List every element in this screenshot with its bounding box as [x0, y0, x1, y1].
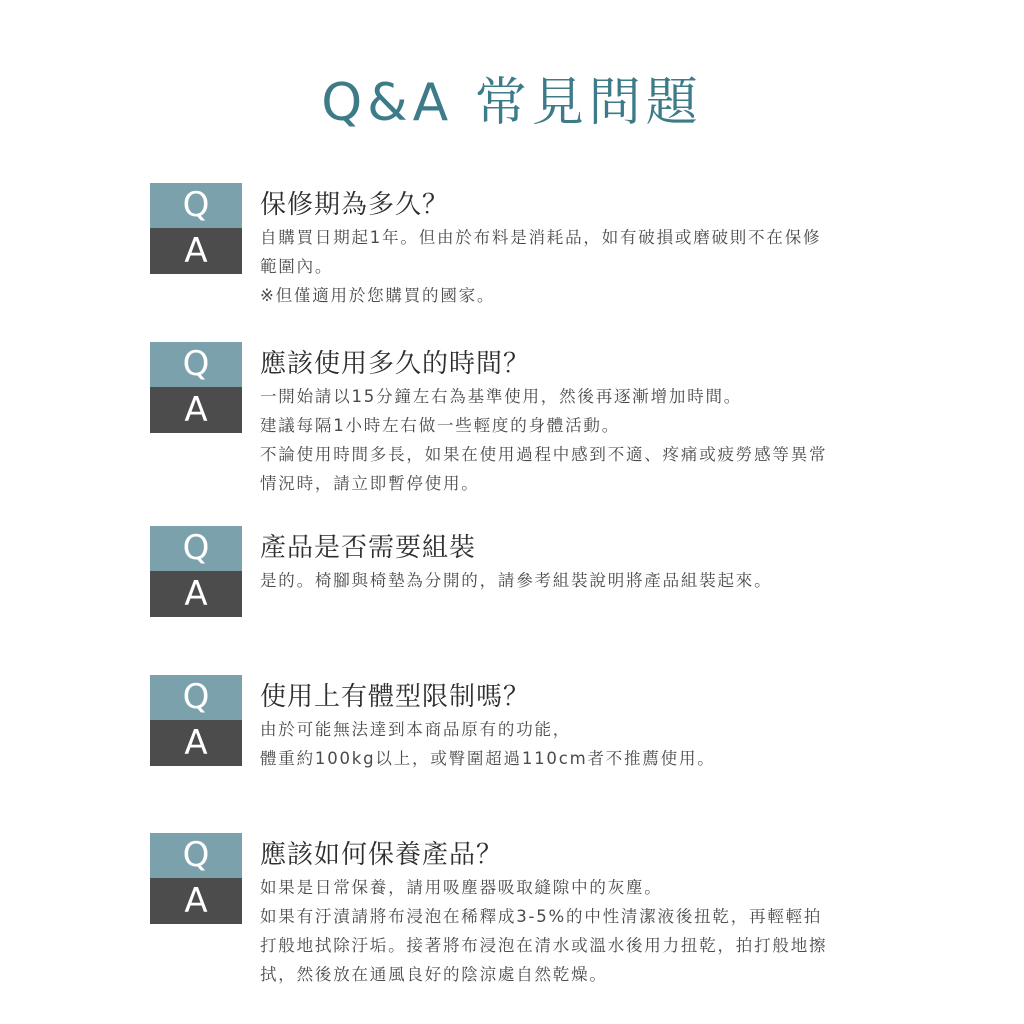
answer-line: 體重約100kg以上，或臀圍超過110cm者不推薦使用。 [260, 749, 716, 768]
q-badge: Q [150, 342, 242, 387]
qa-badge [150, 342, 242, 433]
answer-line: 如果有汙漬請將布浸泡在稀釋成3-5%的中性清潔液後扭乾，再輕輕拍 [260, 907, 823, 926]
faq-answer [260, 715, 900, 773]
q-badge: Q [150, 833, 242, 878]
qa-badge [150, 675, 242, 766]
faq-question: 應該使用多久的時間？ [260, 349, 531, 379]
answer-line: 不論使用時間多長，如果在使用過程中感到不適、疼痛或疲勞感等異常 [260, 445, 828, 464]
answer-line: 由於可能無法達到本商品原有的功能， [260, 720, 572, 739]
faq-question: 保修期為多久？ [260, 190, 450, 220]
answer-line: 如果是日常保養，請用吸塵器吸取縫隙中的灰塵。 [260, 878, 663, 897]
a-badge: A [150, 387, 242, 433]
answer-line: 打般地拭除汙垢。接著將布浸泡在清水或溫水後用力扭乾，拍打般地擦 [260, 936, 828, 955]
answer-line: 建議每隔1小時左右做一些輕度的身體活動。 [260, 416, 620, 435]
a-badge: A [150, 228, 242, 274]
qa-badge [150, 526, 242, 617]
faq-question: 應該如何保養產品？ [260, 840, 504, 870]
qa-badge [150, 833, 242, 924]
q-badge: Q [150, 675, 242, 720]
page-title: Q&A 常見問題 [321, 73, 703, 133]
faq-answer [260, 223, 900, 310]
answer-line: 自購買日期起1年。但由於布料是消耗品，如有破損或磨破則不在保修 [260, 228, 822, 247]
answer-line: 情況時，請立即暫停使用。 [260, 474, 480, 493]
answer-line: 範圍內。 [260, 257, 334, 276]
answer-line: 是的。椅腳與椅墊為分開的，請參考組裝說明將產品組裝起來。 [260, 571, 773, 590]
faq-question: 產品是否需要組裝 [260, 533, 477, 563]
faq-answer [260, 382, 900, 498]
answer-line: ※但僅適用於您購買的國家。 [260, 286, 496, 305]
faq-question: 使用上有體型限制嗎？ [260, 682, 531, 712]
answer-line: 一開始請以15分鐘左右為基準使用，然後再逐漸增加時間。 [260, 387, 743, 406]
a-badge: A [150, 720, 242, 766]
a-badge: A [150, 571, 242, 617]
q-badge: Q [150, 526, 242, 571]
q-badge: Q [150, 183, 242, 228]
faq-answer [260, 873, 900, 989]
answer-line: 拭，然後放在通風良好的陰涼處自然乾燥。 [260, 965, 608, 984]
a-badge: A [150, 878, 242, 924]
faq-answer [260, 566, 900, 595]
qa-badge [150, 183, 242, 274]
